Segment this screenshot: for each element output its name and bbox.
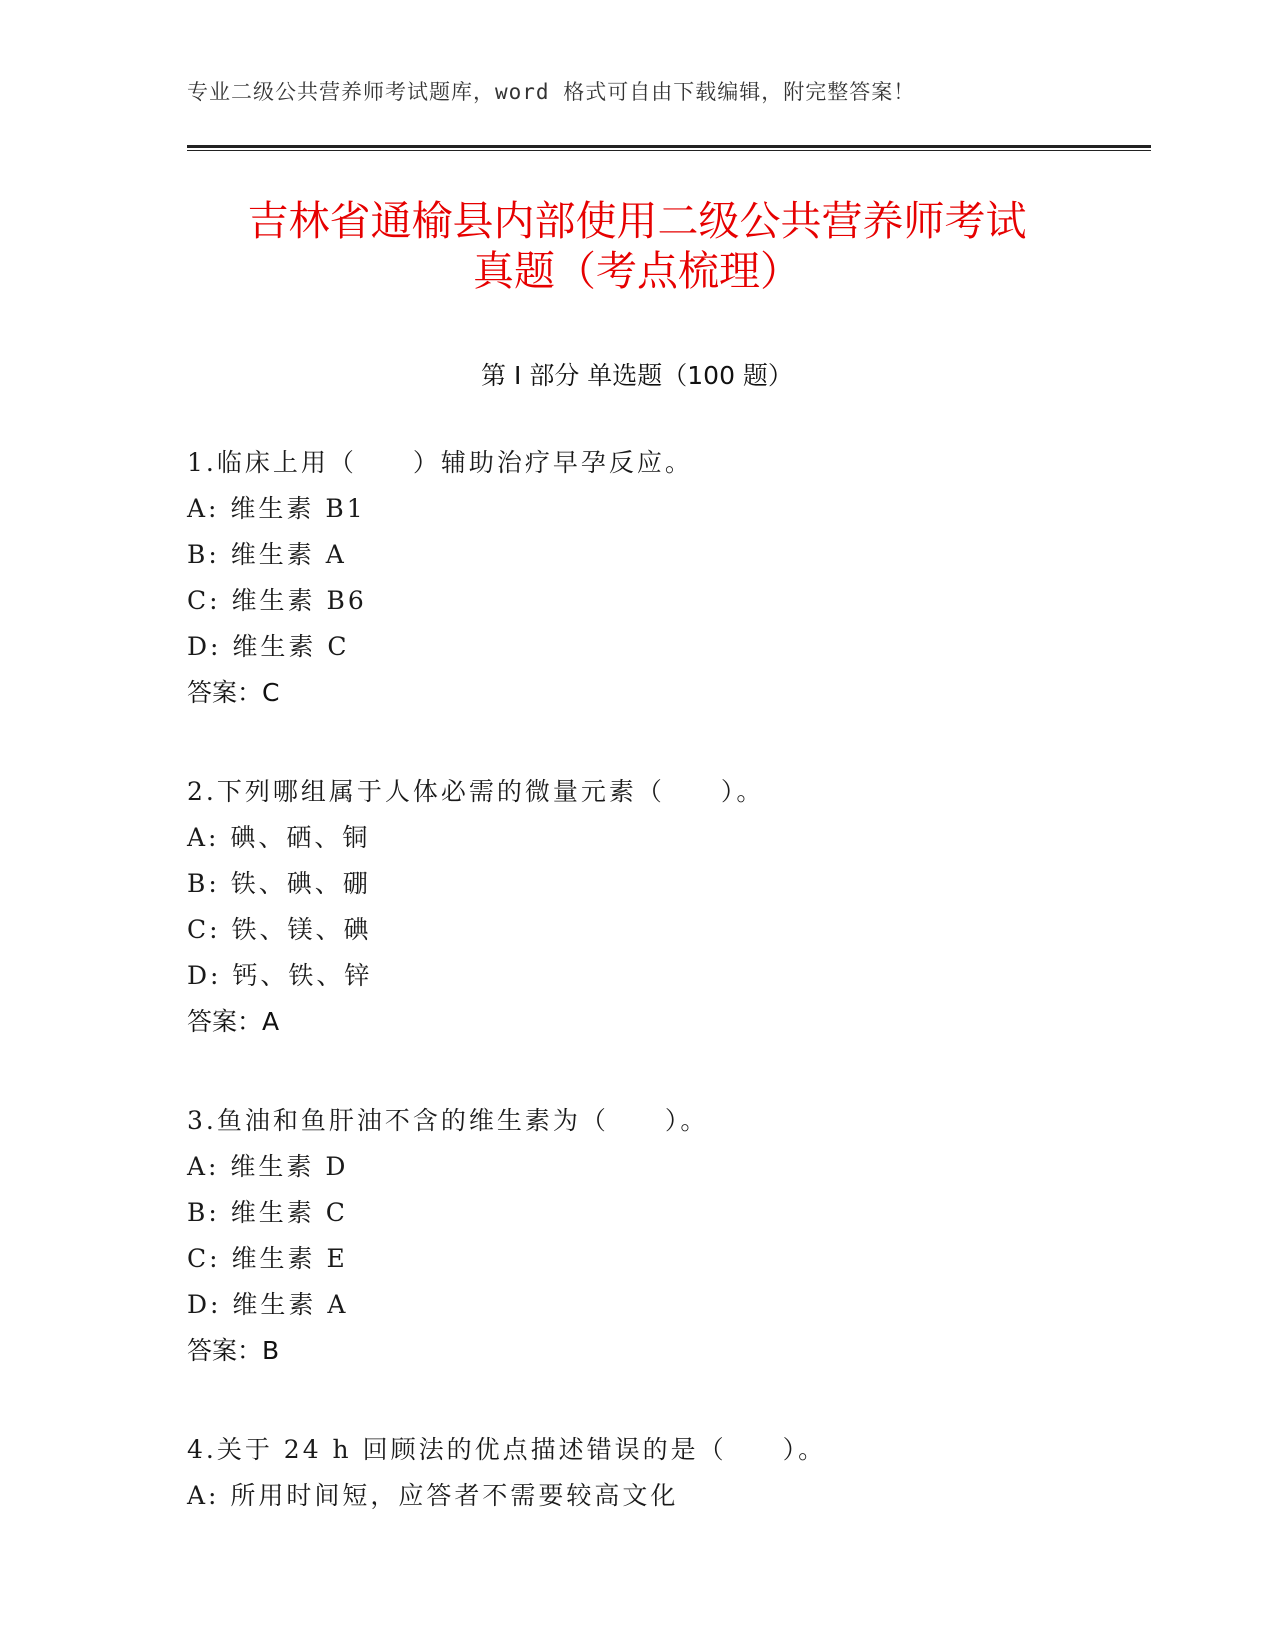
question-2 bbox=[187, 769, 1151, 1045]
option-c: C: 铁、镁、碘 bbox=[187, 915, 372, 944]
question-stem: 2.下列哪组属于人体必需的微量元素（ ）。 bbox=[187, 777, 765, 806]
header-divider-thin bbox=[187, 150, 1151, 151]
option-c: C: 维生素 E bbox=[187, 1244, 348, 1273]
question-3 bbox=[187, 1098, 1151, 1374]
option-d: D: 维生素 C bbox=[187, 632, 350, 661]
option-a: A: 所用时间短，应答者不需要较高文化 bbox=[187, 1481, 679, 1510]
option-b: B: 维生素 A bbox=[187, 540, 347, 569]
question-stem: 3.鱼油和鱼肝油不含的维生素为（ ）。 bbox=[187, 1106, 709, 1135]
answer: 答案：B bbox=[187, 1336, 280, 1365]
answer: 答案：A bbox=[187, 1007, 280, 1036]
question-stem: 1.临床上用（ ）辅助治疗早孕反应。 bbox=[187, 448, 693, 477]
option-d: D: 钙、铁、锌 bbox=[187, 961, 373, 990]
option-d: D: 维生素 A bbox=[187, 1290, 349, 1319]
document-title-line-1: 吉林省通榆县内部使用二级公共营养师考试 bbox=[247, 197, 1027, 245]
question-list bbox=[187, 440, 1151, 1572]
header-note: 专业二级公共营养师考试题库，word 格式可自由下载编辑，附完整答案！ bbox=[187, 80, 916, 104]
option-c: C: 维生素 B6 bbox=[187, 586, 367, 615]
answer: 答案：C bbox=[187, 678, 280, 707]
document-title bbox=[187, 196, 1087, 296]
option-a: A: 维生素 D bbox=[187, 1152, 349, 1181]
option-a: A: 维生素 B1 bbox=[187, 494, 366, 523]
header-divider bbox=[187, 145, 1151, 148]
section-heading: 第 I 部分 单选题（100 题） bbox=[481, 361, 793, 390]
document-title-line-2: 真题（考点梳理） bbox=[473, 247, 801, 295]
option-b: B: 维生素 C bbox=[187, 1198, 348, 1227]
question-stem: 4.关于 24 h 回顾法的优点描述错误的是（ ）。 bbox=[187, 1435, 827, 1464]
question-4 bbox=[187, 1427, 1151, 1519]
question-1 bbox=[187, 440, 1151, 716]
option-a: A: 碘、硒、铜 bbox=[187, 823, 371, 852]
option-b: B: 铁、碘、硼 bbox=[187, 869, 371, 898]
